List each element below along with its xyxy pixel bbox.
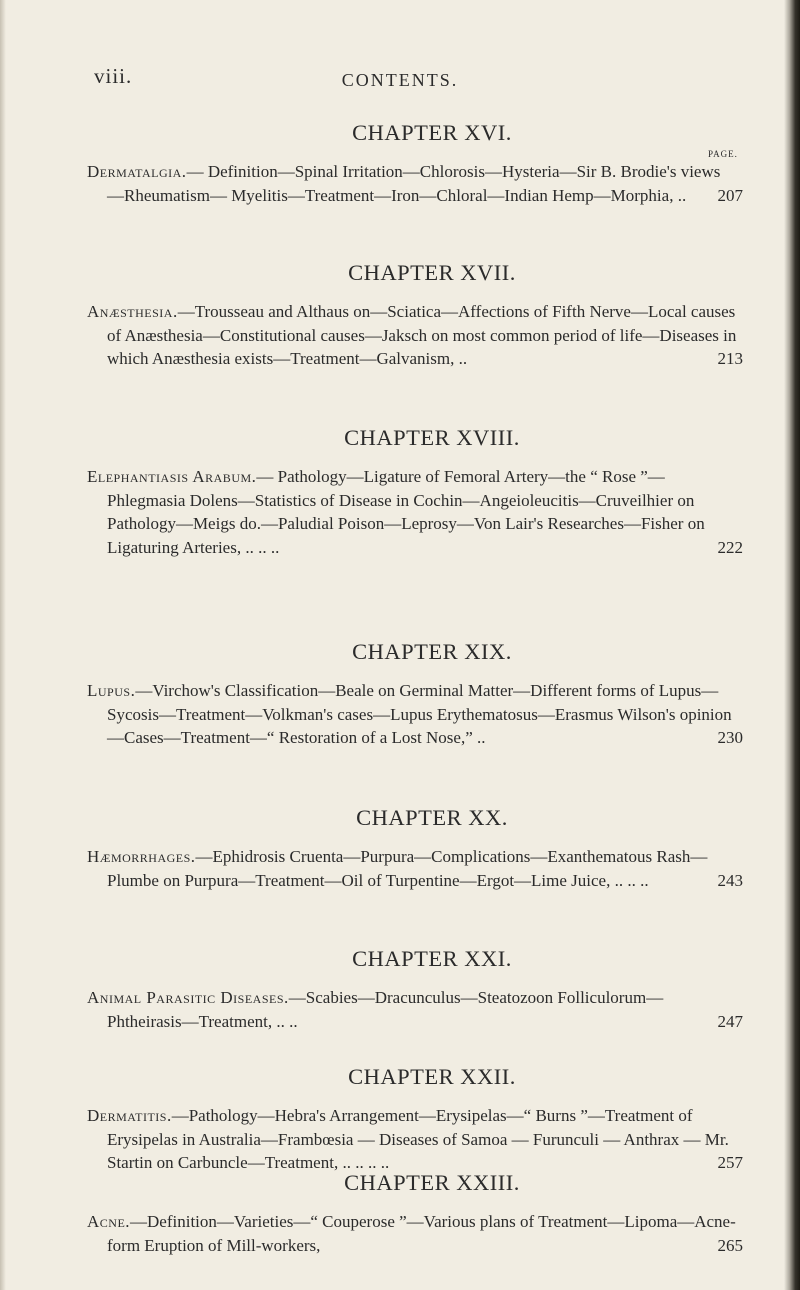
chapter-summary: —Ephidrosis Cruenta—Purpura—Complications—Exanthematous Rash—Plumbe on Purpura—Treatment—Oil of Turpentine—Ergot—Lime Juice, .. .. .. (107, 847, 708, 890)
chapter-topic: Lupus. (87, 681, 136, 700)
chapter-contents (87, 465, 743, 559)
page-left-edge (0, 0, 6, 1290)
chapter-19 (87, 637, 743, 750)
chapter-heading: CHAPTER XXI. (352, 946, 512, 971)
chapter-page-number: 230 (717, 728, 743, 747)
chapter-page-number: 243 (717, 870, 743, 890)
chapter-contents (87, 1210, 743, 1257)
chapter-summary: —Trousseau and Althaus on—Sciatica—Affections of Fifth Nerve—Local causes of Anæsthesia—Constitutional causes—Jaksch on most common period of life—Diseases in which Anæsthesia exists—Treatment—Galvanism, .. (107, 302, 737, 368)
chapter-topic: Dermatitis. (87, 1106, 172, 1125)
chapter-page-number: 247 (717, 1011, 743, 1031)
chapter-contents (87, 986, 743, 1033)
chapter-topic: Elephantiasis Arabum. (87, 467, 257, 486)
chapter-heading: CHAPTER XXII. (348, 1064, 516, 1089)
chapter-22 (87, 1062, 743, 1175)
chapter-topic: Acne. (87, 1212, 131, 1231)
chapter-heading: CHAPTER XIX. (352, 639, 512, 664)
chapter-topic: Dermatalgia. (87, 162, 187, 181)
chapter-heading: CHAPTER XVI. (352, 120, 512, 145)
chapter-contents (87, 300, 743, 371)
chapter-summary: —Virchow's Classification—Beale on Germinal Matter—Different forms of Lupus—Sycosis—Treatment—Volkman's cases—Lupus Erythematosus—Erasmus Wilson's opinion—Cases—Treatment—“ Restoration of a Lost Nose,” .. (107, 681, 732, 747)
chapter-summary: —Pathology—Hebra's Arrangement—Erysipelas—“ Burns ”—Treatment of Erysipelas in Australia—Frambœsia — Diseases of Samoa — Furunculi — Anthrax — Mr. Startin on Carbuncle—Treatment, .. .. .. .. (107, 1106, 729, 1172)
chapter-20 (87, 803, 743, 892)
chapter-heading: CHAPTER XXIII. (344, 1170, 520, 1195)
chapter-page-number: 257 (717, 1153, 743, 1172)
chapter-page-number: 207 (717, 185, 743, 205)
chapter-page-number: 265 (717, 1235, 743, 1255)
chapter-topic: Animal Parasitic Diseases. (87, 988, 289, 1007)
chapter-contents (87, 845, 743, 892)
chapter-heading: CHAPTER XX. (356, 805, 508, 830)
chapter-heading: CHAPTER XVIII. (344, 425, 520, 450)
chapter-contents (87, 1104, 743, 1175)
chapter-heading: CHAPTER XVII. (348, 260, 516, 285)
chapter-summary: — Definition—Spinal Irritation—Chlorosis—Hysteria—Sir B. Brodie's views—Rheumatism— Myelitis—Treatment—Iron—Chloral—Indian Hemp—Morphia, .. (107, 162, 721, 205)
chapter-17 (87, 258, 743, 371)
page-number: viii. (94, 64, 133, 88)
chapter-16 (87, 118, 743, 207)
chapter-23 (87, 1168, 743, 1257)
chapter-18 (87, 423, 743, 559)
chapter-summary: — Pathology—Ligature of Femoral Artery—the “ Rose ”—Phlegmasia Dolens—Statistics of Disease in Cochin—Angeioleucitis—Cruveilhier on Pathology—Meigs do.—Paludial Poison—Leprosy—Von Lair's Researches—Fisher on Ligaturing Arteries, .. .. .. (107, 467, 705, 557)
chapter-topic: Anæsthesia. (87, 302, 178, 321)
page-edge-shadow (784, 0, 800, 1290)
chapter-contents (87, 679, 743, 750)
chapter-page-number: 213 (717, 349, 743, 368)
chapter-21 (87, 944, 743, 1033)
page-column-label: PAGE. (708, 149, 738, 159)
chapter-contents (87, 160, 743, 207)
page-header (0, 64, 800, 94)
chapter-summary: —Definition—Varieties—“ Couperose ”—Various plans of Treatment—Lipoma—Acne-form Eruption of Mill-workers, (107, 1212, 736, 1255)
chapter-summary: —Scabies—Dracunculus—Steatozoon Folliculorum—Phtheirasis—Treatment, .. .. (107, 988, 664, 1031)
chapter-page-number: 222 (717, 537, 743, 557)
running-head: CONTENTS. (341, 70, 459, 90)
chapter-topic: Hæmorrhages. (87, 847, 196, 866)
